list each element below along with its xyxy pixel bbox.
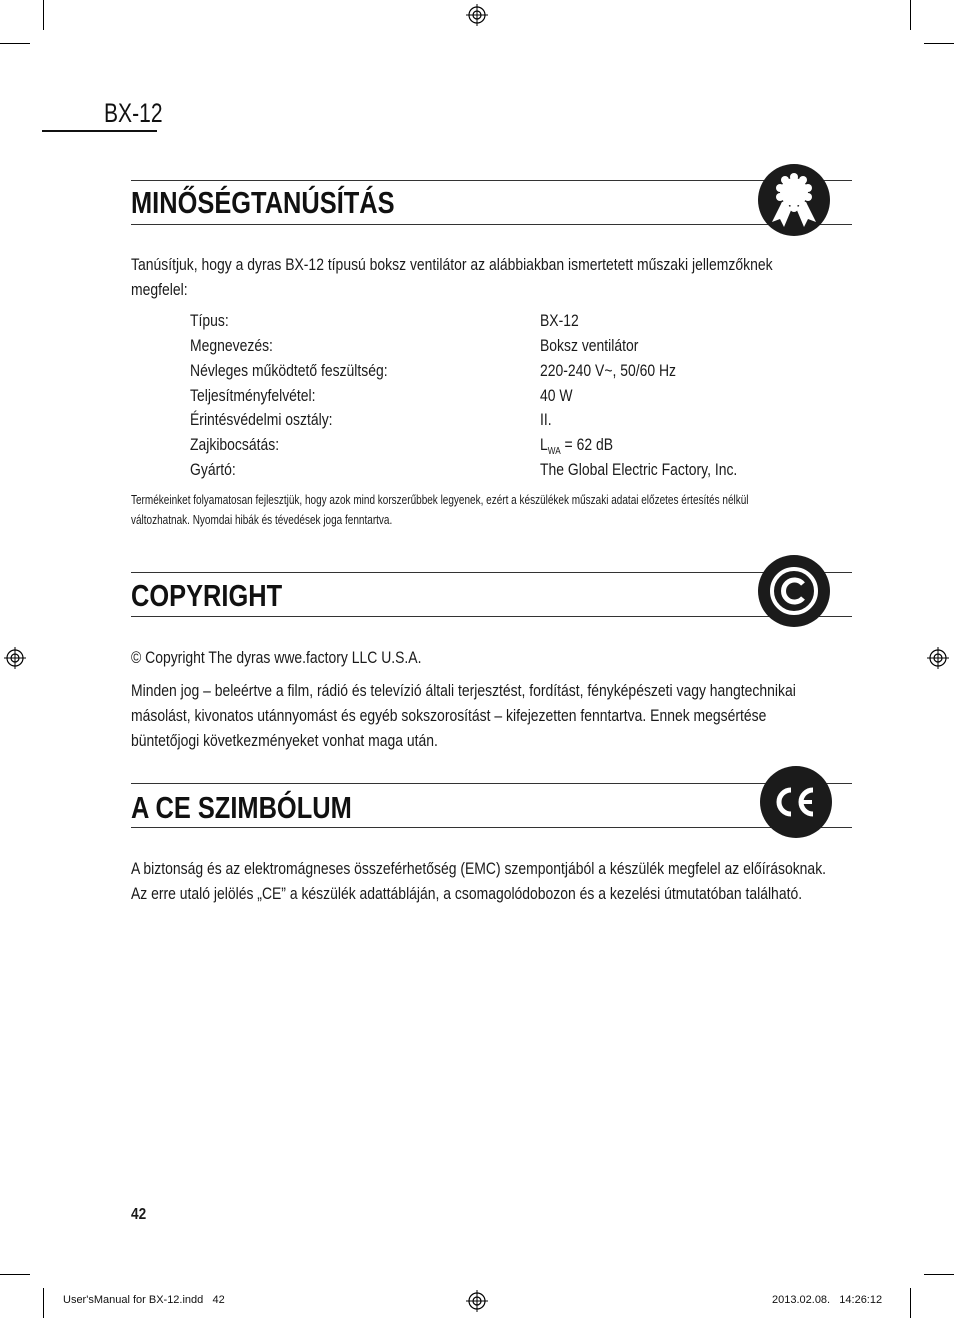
spec-label: Névleges működtető feszültség: bbox=[190, 361, 388, 380]
copyright-para-line1: Minden jog – beleértve a film, rádió és televízió általi terjesztést, fordítást, fényképészeti vagy hangtechnikai bbox=[131, 681, 796, 700]
section-title-quality: MINŐSÉGTANÚSÍTÁS bbox=[131, 185, 395, 220]
registration-mark-icon bbox=[466, 4, 488, 26]
spec-value: BX-12 bbox=[540, 311, 579, 330]
section-rule-top bbox=[131, 783, 852, 784]
model-label: BX-12 bbox=[104, 98, 163, 128]
registration-mark-icon bbox=[466, 1290, 488, 1312]
crop-mark bbox=[43, 0, 44, 30]
ce-para-line1: A biztonság és az elektromágneses összeférhetőség (EMC) szempontjából a készülék megfelel az előírásoknak. bbox=[131, 859, 827, 878]
crop-mark bbox=[910, 1288, 911, 1318]
award-ribbon-icon bbox=[758, 164, 830, 236]
quality-intro-line2: megfelel: bbox=[131, 280, 188, 299]
section-rule-top bbox=[131, 572, 852, 573]
crop-mark bbox=[0, 43, 30, 44]
noise-symbol: L bbox=[540, 435, 548, 454]
crop-mark bbox=[43, 1288, 44, 1318]
ce-mark-icon bbox=[760, 766, 832, 838]
quality-badge bbox=[758, 164, 830, 236]
section-rule-bottom bbox=[131, 827, 852, 828]
quality-intro-line1: Tanúsítjuk, hogy a dyras BX-12 típusú boksz ventilátor az alábbiakban ismertetett műszaki jellemzőknek bbox=[131, 255, 773, 274]
crop-mark bbox=[0, 1274, 30, 1275]
ce-badge bbox=[760, 766, 832, 838]
copyright-para-line2: másolást, kivonatos utánnyomást és egyéb sokszorosítást – kifejezetten fenntartva. Ennek megsértése bbox=[131, 706, 767, 725]
spec-label: Érintésvédelmi osztály: bbox=[190, 410, 333, 429]
spec-label: Típus: bbox=[190, 311, 229, 330]
model-underline bbox=[42, 130, 157, 132]
spec-label: Teljesítményfelvétel: bbox=[190, 386, 316, 405]
spec-label: Megnevezés: bbox=[190, 336, 273, 355]
quality-note-line2: változhatnak. Nyomdai hibák és tévedések joga fenntartva. bbox=[131, 513, 393, 527]
section-rule-top bbox=[131, 180, 852, 181]
noise-subscript: WA bbox=[547, 446, 561, 457]
quality-note-line1: Termékeinket folyamatosan fejlesztjük, hogy azok mind korszerűbbek legyenek, ezért a készülékek műszaki adatai előzetes értesítés nélkül bbox=[131, 493, 749, 507]
copyright-icon bbox=[758, 555, 830, 627]
registration-mark-icon bbox=[927, 647, 949, 669]
section-title-ce: A CE SZIMBÓLUM bbox=[131, 790, 352, 825]
copyright-line: © Copyright The dyras wwe.factory LLC U.S.A. bbox=[131, 648, 422, 667]
crop-mark bbox=[924, 1274, 954, 1275]
crop-mark bbox=[910, 0, 911, 30]
spec-value-noise bbox=[540, 435, 613, 457]
spec-value: 40 W bbox=[540, 386, 573, 405]
registration-mark-icon bbox=[4, 647, 26, 669]
noise-value: = 62 dB bbox=[560, 435, 614, 454]
page-number: 42 bbox=[131, 1206, 147, 1223]
spec-value: Boksz ventilátor bbox=[540, 336, 639, 355]
section-title-copyright: COPYRIGHT bbox=[131, 578, 283, 613]
copyright-badge bbox=[758, 555, 830, 627]
spec-label: Gyártó: bbox=[190, 460, 236, 479]
ce-para-line2: Az erre utaló jelölés „CE” a készülék adattábláján, a csomagolódobozon és a kezelési útmutatóban található. bbox=[131, 884, 803, 903]
section-rule-bottom bbox=[131, 224, 852, 225]
spec-value: 220-240 V~, 50/60 Hz bbox=[540, 361, 677, 380]
spec-label: Zajkibocsátás: bbox=[190, 435, 280, 454]
section-rule-bottom bbox=[131, 616, 852, 617]
footer-file-label: User'sManual for BX-12.indd 42 bbox=[63, 1294, 225, 1306]
spec-value: II. bbox=[540, 410, 552, 429]
spec-value: The Global Electric Factory, Inc. bbox=[540, 460, 738, 479]
crop-mark bbox=[924, 43, 954, 44]
footer-timestamp: 2013.02.08. 14:26:12 bbox=[772, 1294, 883, 1306]
copyright-para-line3: büntetőjogi következményeket vonhat maga után. bbox=[131, 731, 438, 750]
